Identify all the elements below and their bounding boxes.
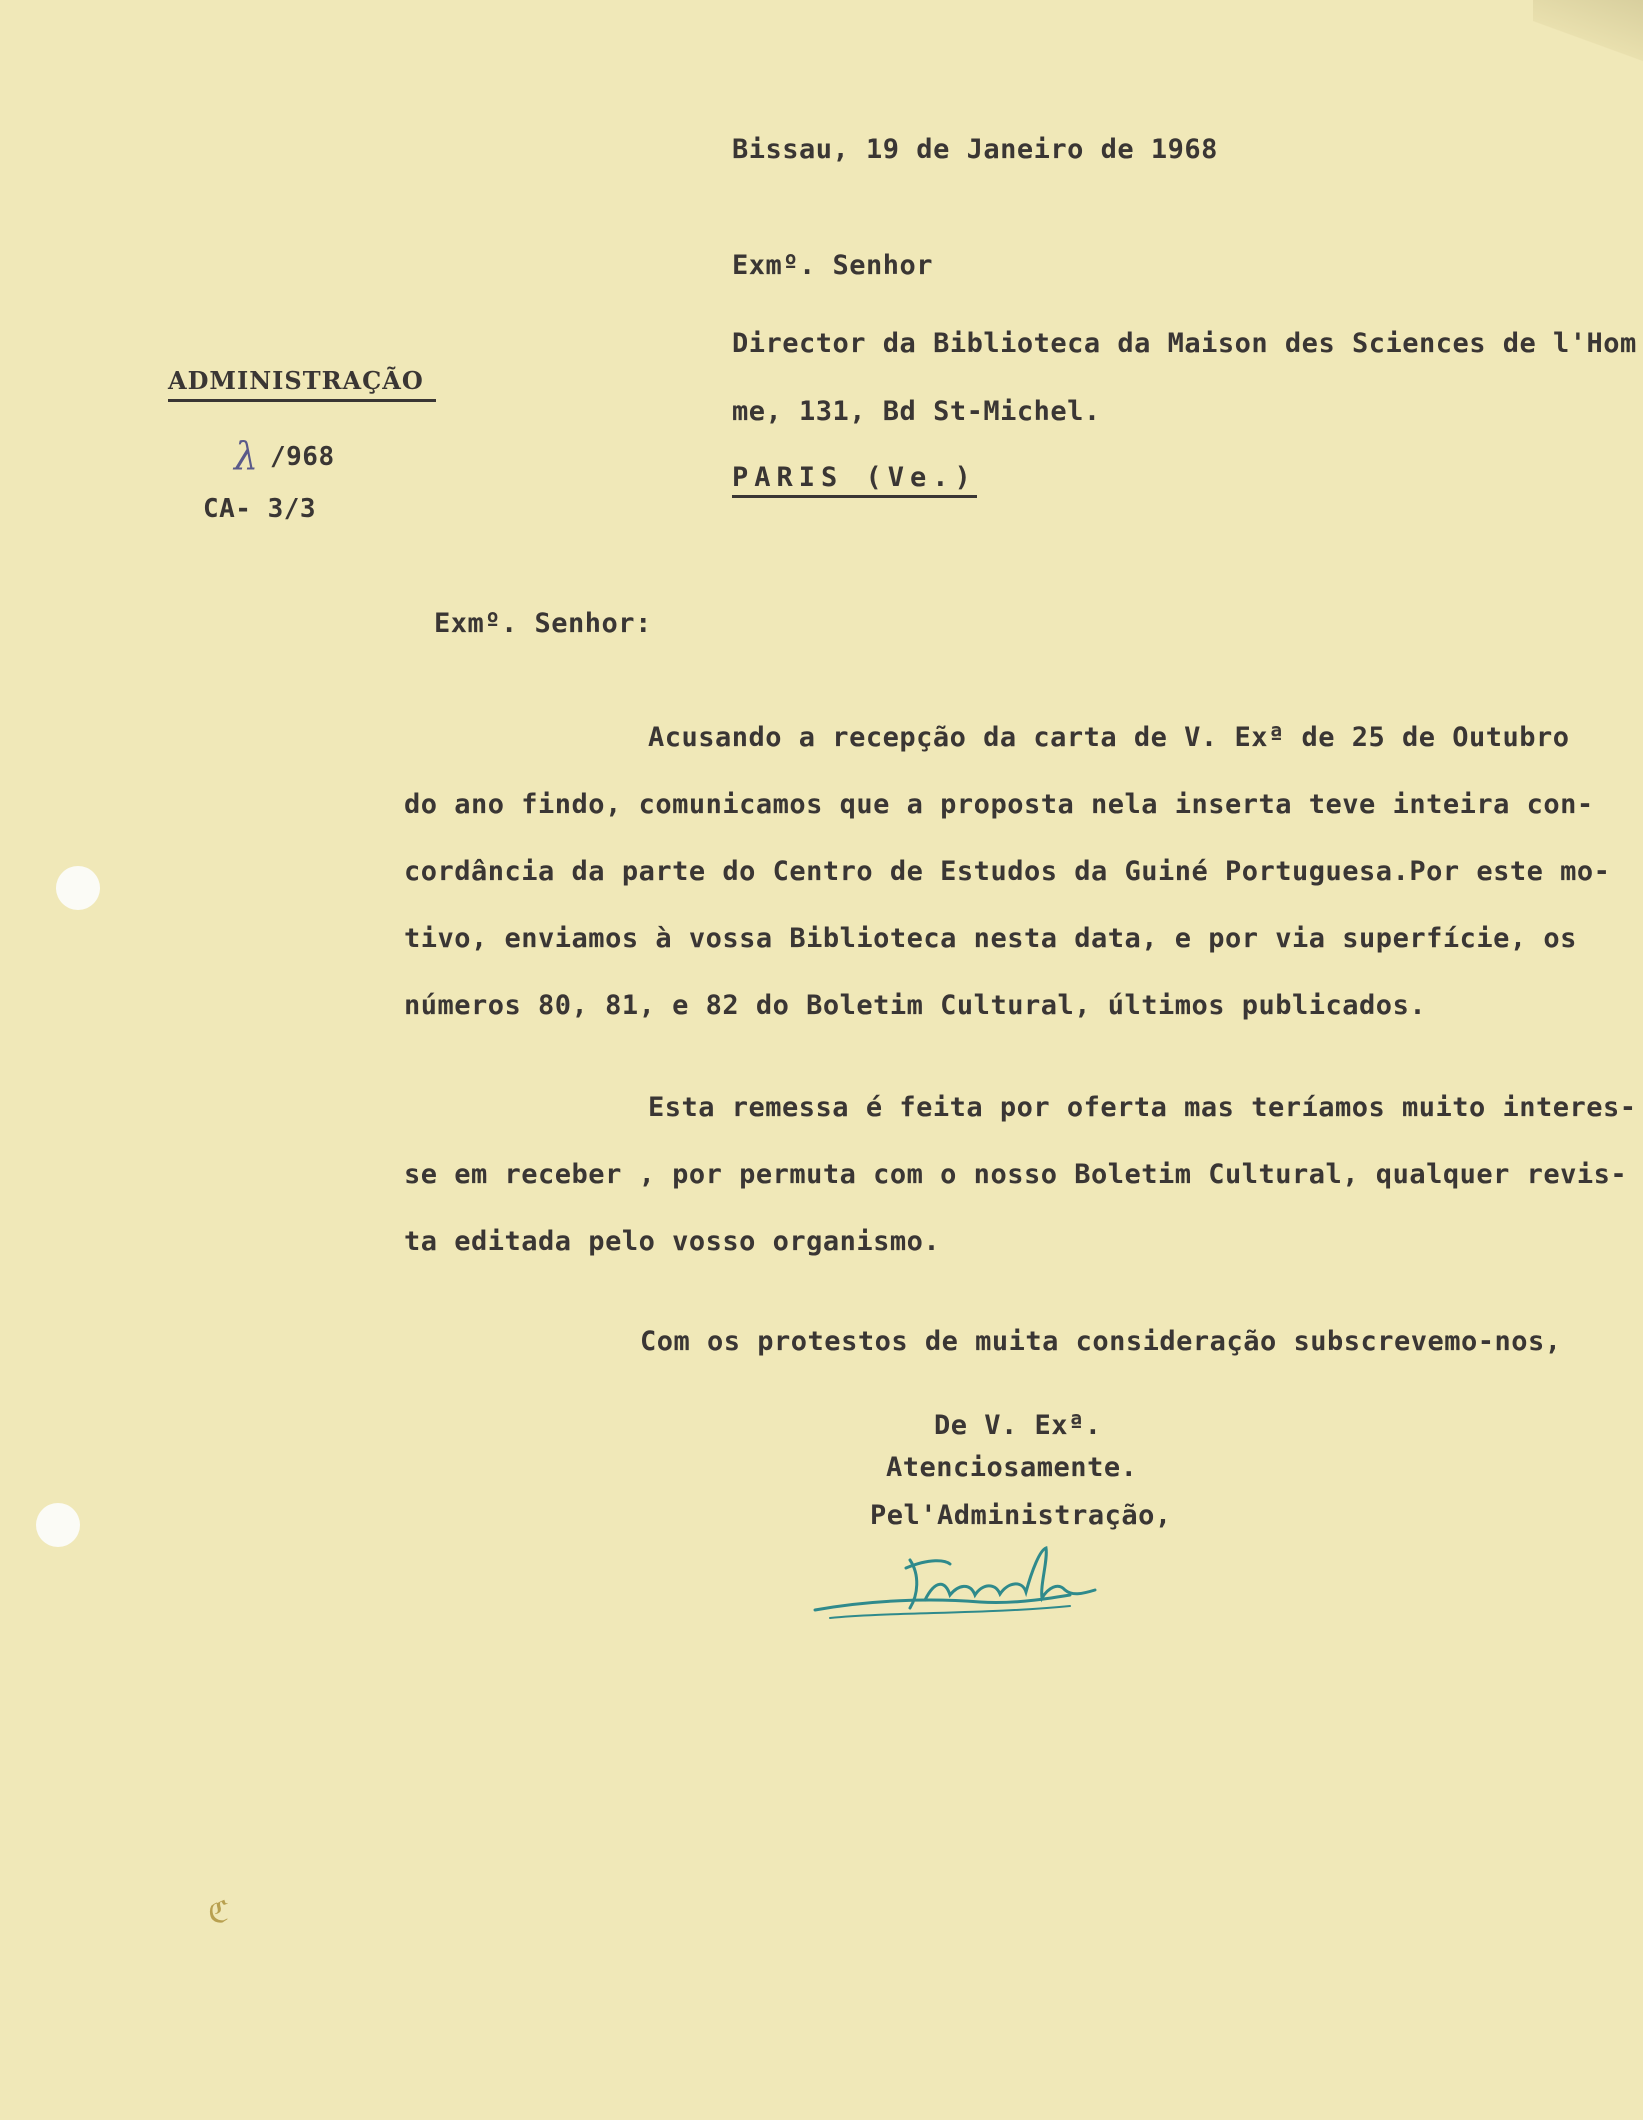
closing-line: Com os protestos de muita consideração subscrevemo-nos, bbox=[640, 1326, 1562, 1357]
paragraph-line: números 80, 81, e 82 do Boletim Cultural, últimos publicados. bbox=[404, 990, 1427, 1021]
handwritten-signature bbox=[810, 1540, 1140, 1630]
paragraph-line: cordância da parte do Centro de Estudos da Guiné Portuguesa.Por este mo- bbox=[404, 856, 1611, 887]
paper-stain: ℭ bbox=[208, 1895, 230, 1930]
reference-code: CA- 3/3 bbox=[203, 494, 317, 524]
recipient-salutation: Exmº. Senhor bbox=[732, 250, 934, 281]
address-city: PARIS (Ve.) bbox=[732, 462, 977, 498]
paragraph-2 bbox=[404, 1074, 1637, 1275]
reference-number: /968 bbox=[270, 442, 335, 472]
paragraph-1 bbox=[404, 704, 1614, 1039]
handwritten-mark: λ bbox=[234, 434, 259, 478]
paragraph-line: ta editada pelo vosso organismo. bbox=[404, 1226, 941, 1257]
paragraph-line: do ano findo, comunicamos que a proposta nela inserta teve inteira con- bbox=[404, 789, 1594, 820]
date-line: Bissau, 19 de Janeiro de 1968 bbox=[732, 134, 1218, 165]
greeting: Exmº. Senhor: bbox=[434, 608, 652, 639]
address-line-1: Director da Biblioteca da Maison des Sciences de l'Hom bbox=[732, 328, 1637, 359]
signoff-line-1: De V. Exª. bbox=[934, 1410, 1102, 1441]
paragraph-line: Acusando a recepção da carta de V. Exª de 25 de Outubro bbox=[648, 722, 1570, 753]
address-line-2: me, 131, Bd St-Michel. bbox=[732, 396, 1101, 427]
signoff-line-2: Atenciosamente. bbox=[886, 1452, 1138, 1483]
paragraph-line: se em receber , por permuta com o nosso Boletim Cultural, qualquer revis- bbox=[404, 1159, 1628, 1190]
folded-corner bbox=[1533, 0, 1643, 70]
punch-hole bbox=[56, 866, 100, 910]
paragraph-line: Esta remessa é feita por oferta mas teríamos muito interes- bbox=[648, 1092, 1637, 1123]
department-heading: ADMINISTRAÇÃO bbox=[168, 366, 436, 402]
paragraph-line: tivo, enviamos à vossa Biblioteca nesta data, e por via superfície, os bbox=[404, 923, 1577, 954]
punch-hole bbox=[36, 1503, 80, 1547]
signoff-line-3: Pel'Administração, bbox=[870, 1500, 1172, 1531]
